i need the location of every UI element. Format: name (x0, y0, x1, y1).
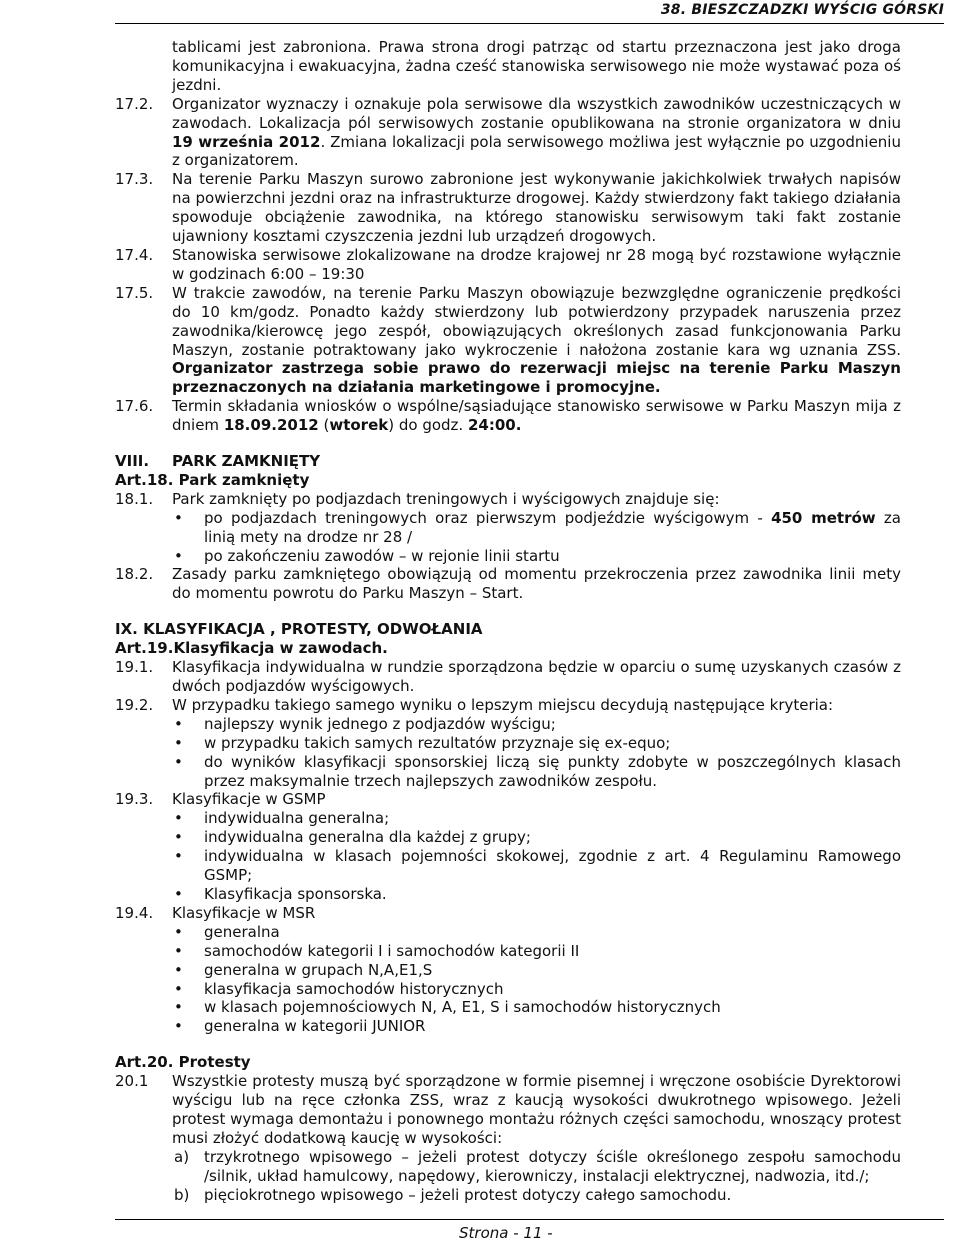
article-heading-19: Art.19.Klasyfikacja w zawodach. (115, 639, 388, 658)
paragraph-number: 19.2. (115, 695, 154, 714)
paragraph-text: Wszystkie protesty muszą być sporządzone w formie pisemnej i wręczone osobiście Dyrektorowi wyścigu lub na ręce członka ZSS, wraz z kaucją wysokości dwukrotnego wpisowego. Jeżeli protest wymaga demontażu i ponownego montażu różnych części samochodu, wnoszący protest musi złożyć dodatkową kaucję w wysokości: (172, 1072, 901, 1147)
paragraph-20-1 (115, 1072, 901, 1148)
paragraph-number: 19.3. (115, 790, 154, 809)
list-item: • indywidualna w klasach pojemności skokowej, zgodnie z art. 4 Regulaminu Ramowego GSMP; (174, 847, 901, 885)
article-heading-18: Art.18. Park zamknięty (115, 470, 310, 489)
bullet-icon: • (174, 884, 183, 903)
paragraph-19-2 (115, 696, 901, 715)
intro-paragraph: tablicami jest zabroniona. Prawa strona drogi patrząc od startu przeznaczona jest jako droga komunikacyjna i ewakuacyjna, żadna cześć stanowiska serwisowego nie może wystawać poza oś jezdni. (172, 38, 901, 94)
list-letter: a) (174, 1147, 190, 1166)
bullet-icon: • (174, 752, 183, 771)
paragraph-text: Klasyfikacje w GSMP (172, 790, 326, 809)
bullet-icon: • (174, 922, 183, 941)
bullet-icon: • (174, 998, 183, 1017)
list-item: • najlepszy wynik jednego z podjazdów wyścigu; (174, 714, 556, 733)
paragraph-17-6 (115, 397, 901, 435)
document-body (115, 38, 901, 1204)
paragraph-text: Zasady parku zamkniętego obowiązują od momentu przekroczenia przez zawodnika linii mety do momentu powrotu do Parku Maszyn – Start. (172, 565, 901, 603)
paragraph-text: Klasyfikacja indywidualna w rundzie sporządzona będzie w oparciu o sumę uzyskanych czasów z dwóch podjazdów wyścigowych. (172, 658, 901, 695)
list-item: • po podjazdach treningowych oraz pierwszym podjeździe wyścigowym - 450 metrów za linią mety na drodze nr 28 / (174, 508, 902, 546)
paragraph-19-1 (115, 658, 901, 696)
section-heading-viii (115, 452, 901, 471)
paragraph-19-4 (115, 904, 901, 923)
paragraph-number: 18.2. (115, 565, 154, 584)
section-title: PARK ZAMKNIĘTY (172, 452, 321, 471)
bullet-icon: • (174, 714, 183, 733)
paragraph-number: 17.3. (115, 170, 154, 189)
bullet-icon: • (174, 828, 183, 847)
list-item: • indywidualna generalna; (174, 809, 390, 828)
list-item: a) trzykrotnego wpisowego – jeżeli protest dotyczy ściśle określonego zespołu samochodu /silnik, układ hamulcowy, napędowy, kierowniczy, instalacji elektrycznej, nadwozia, itd./; (174, 1147, 901, 1185)
header-title: 38. BIESZCZADZKI WYŚCIG GÓRSKI (660, 2, 944, 18)
article-heading-20: Art.20. Protesty (115, 1053, 251, 1072)
list-item: • samochodów kategorii I i samochodów kategorii II (174, 941, 580, 960)
list-item: • w przypadku takich samych rezultatów przyznaje się ex-equo; (174, 733, 671, 752)
list-item: • po zakończeniu zawodów – w rejonie linii startu (174, 546, 560, 565)
bullet-icon: • (174, 733, 183, 752)
bullet-icon: • (174, 847, 183, 866)
paragraph-text: Park zamknięty po podjazdach treningowych i wyścigowych znajduje się: (172, 489, 720, 508)
paragraph-17-5 (115, 284, 901, 397)
paragraph-number: 17.5. (115, 283, 154, 302)
list-item: • indywidualna generalna dla każdej z grupy; (174, 828, 531, 847)
paragraph-text: Stanowiska serwisowe zlokalizowane na drodze krajowej nr 28 mogą być rozstawione wyłącznie w godzinach 6:00 – 19:30 (172, 245, 901, 283)
page-header (115, 0, 944, 24)
section-heading-ix: IX. KLASYFIKACJA , PROTESTY, ODWOŁANIA (115, 620, 483, 639)
paragraph-17-4 (115, 246, 901, 284)
section-number: VIII. (115, 452, 150, 471)
bullet-icon: • (174, 941, 183, 960)
paragraph-number: 17.6. (115, 397, 154, 416)
page-number: Strona - 11 - (459, 1224, 553, 1242)
list-item: • generalna (174, 922, 280, 941)
footer-divider (115, 1219, 944, 1220)
list-item: • do wyników klasyfikacji sponsorskiej liczą się punkty zdobyte w poszczególnych klasach przez maksymalnie trzech najlepszych zawodników zespołu. (174, 752, 901, 790)
paragraph-17-3 (115, 170, 901, 246)
list-item: • w klasach pojemnościowych N, A, E1, S i samochodów historycznych (174, 998, 721, 1017)
paragraph-text: W trakcie zawodów, na terenie Parku Maszyn obowiązuje bezwzględne ograniczenie prędkości do 10 km/godz. Ponadto każdy stwierdzony lub potwierdzony przypadek naruszenia przez zawodnika/kierowcę jego zespół, obowiązujących określonych zasad funkcjonowania Parku Maszyn, zostanie potraktowany jako wykroczenie i nałożona zostanie kara wg uznania ZSS. Organizator zastrzega sobie prawo do rezerwacji miejsc na terenie Parku Maszyn przeznaczonych na działania marketingowe i promocyjne. (172, 283, 901, 397)
paragraph-number: 17.2. (115, 94, 154, 113)
list-item: • klasyfikacja samochodów historycznych (174, 979, 504, 998)
paragraph-number: 19.1. (115, 658, 154, 677)
bullet-icon: • (174, 1017, 183, 1036)
bullet-icon: • (174, 508, 183, 527)
paragraph-number: 20.1 (115, 1072, 149, 1091)
bullet-icon: • (174, 960, 183, 979)
paragraph-text: Organizator wyznaczy i oznakuje pola serwisowe dla wszystkich zawodników uczestniczących w zawodach. Lokalizacja pól serwisowych zostanie opublikowana na stronie organizatora w dniu 19 września 2012. Zmiana lokalizacji pola serwisowego możliwa jest wyłącznie po uzgodnieniu z organizatorem. (172, 94, 901, 170)
paragraph-text: W przypadku takiego samego wyniku o lepszym miejscu decydują następujące kryteria: (172, 695, 834, 714)
paragraph-number: 17.4. (115, 245, 154, 264)
bullet-icon: • (174, 546, 183, 565)
list-item: • Klasyfikacja sponsorska. (174, 884, 387, 903)
paragraph-19-3 (115, 790, 901, 809)
list-item: • generalna w grupach N,A,E1,S (174, 960, 433, 979)
bullet-icon: • (174, 809, 183, 828)
paragraph-number: 18.1. (115, 489, 154, 508)
list-item: b) pięciokrotnego wpisowego – jeżeli protest dotyczy całego samochodu. (174, 1185, 732, 1204)
paragraph-number: 19.4. (115, 903, 154, 922)
paragraph-18-2 (115, 565, 901, 603)
paragraph-18-1 (115, 490, 901, 509)
paragraph-17-2 (115, 95, 901, 171)
paragraph-text: Termin składania wniosków o wspólne/sąsiadujące stanowisko serwisowe w Parku Maszyn mija z dniem 18.09.2012 (wtorek) do godz. 24:00. (172, 397, 901, 435)
list-item: • generalna w kategorii JUNIOR (174, 1017, 426, 1036)
list-letter: b) (174, 1185, 190, 1204)
paragraph-text: Klasyfikacje w MSR (172, 903, 316, 922)
paragraph-text: Na terenie Parku Maszyn surowo zabronione jest wykonywanie jakichkolwiek trwałych napisów na powierzchni jezdni oraz na infrastrukturze drogowej. Każdy stwierdzony fakt takiego działania spowoduje obciążenie zawodnika, na którego stanowisku serwisowym taki fakt zostanie ujawniony kosztami czyszczenia jezdni lub urządzeń drogowych. (172, 170, 901, 246)
bullet-icon: • (174, 979, 183, 998)
